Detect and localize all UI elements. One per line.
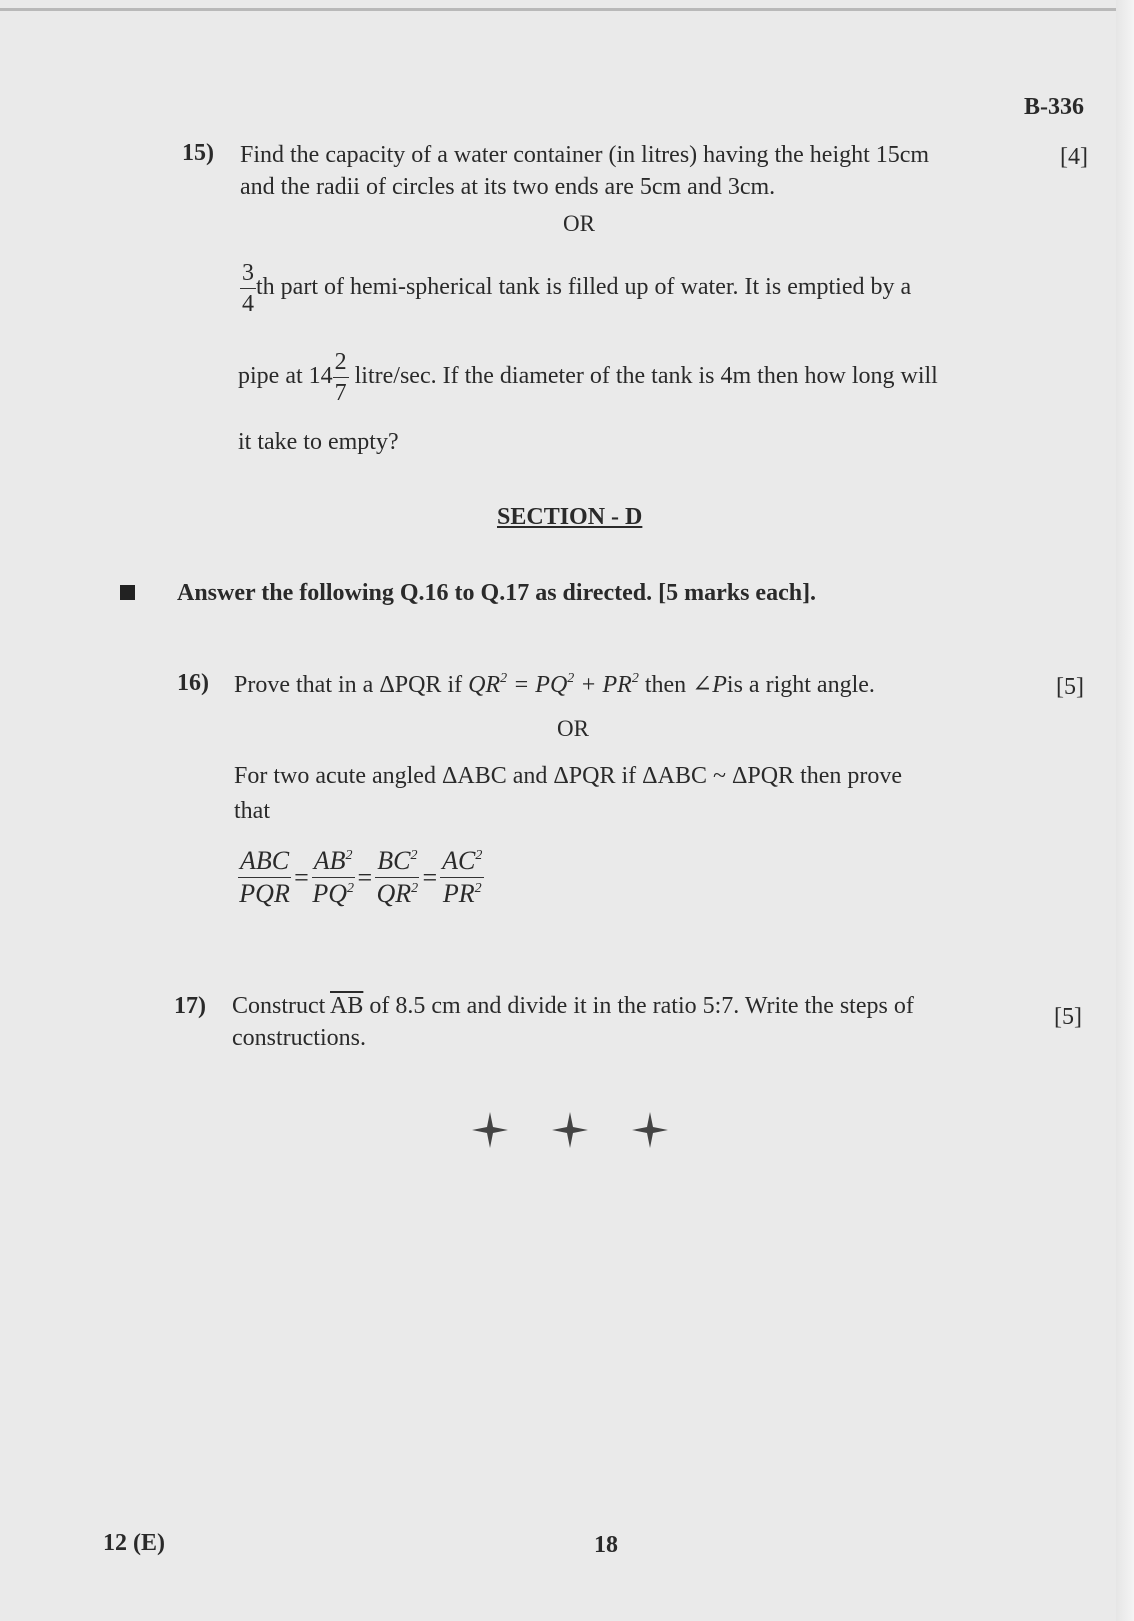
paper-id: 12 (E): [103, 1530, 165, 1556]
page-edge: [1116, 0, 1134, 1621]
mixed-number: 14 $\frac{2}{7}$: [308, 349, 347, 406]
q17-marks: [5]: [1054, 1004, 1082, 1030]
section-instruction: Answer the following Q.16 to Q.17 as directed. [5 marks each].: [177, 580, 817, 606]
paper-code: B-336: [1024, 94, 1084, 120]
top-rule: [0, 8, 1134, 11]
q15-text: [240, 139, 1040, 203]
q15-or: OR: [563, 211, 595, 236]
q16-alt-line1: For two acute angled ΔABC and ΔPQR if ΔABC ~ ΔPQR then prove: [234, 763, 903, 789]
q16-number: 16): [177, 670, 209, 696]
q15-line1: Find the capacity of a water container (in litres) having the height 15cm: [240, 142, 930, 168]
q15-alt-line1: $\frac{3}{4}$ th part of hemi-spherical tank is filled up of water. It is emptied by a: [242, 260, 912, 317]
ratio-equation: $\frac{\text{ABC}}{\text{PQR}}$ = $\frac{AB^2}{PQ^2}$ = $\frac{BC^2}{QR^2}$ = $\frac{AC^2}{PR^2}$: [239, 846, 483, 908]
q17-line2: constructions.: [232, 1025, 366, 1051]
star-icon: [632, 1112, 668, 1148]
q16-alt-line2: that: [234, 798, 270, 824]
q15-number: 15): [182, 140, 214, 166]
q16-marks: [5]: [1056, 674, 1084, 700]
star-icon: [472, 1112, 508, 1148]
end-of-questions-stars: [470, 1110, 670, 1150]
page-number: 18: [594, 1532, 618, 1558]
q15-marks: [4]: [1060, 144, 1088, 170]
q16-text: Prove that in a ΔPQR if $QR^2 = PQ^2 + PR^2$ then ∠Pis a right angle.: [234, 671, 875, 698]
section-title: SECTION - D: [497, 504, 643, 530]
q15-alt-line3: it take to empty?: [238, 429, 399, 455]
star-icon: [552, 1112, 588, 1148]
q15-line2: and the radii of circles at its two ends are 5cm and 3cm.: [240, 174, 776, 200]
bullet-square-icon: [120, 585, 135, 600]
fraction-three-fourths: $\frac{3}{4}$: [242, 260, 254, 317]
segment-ab: $\overline{AB}$: [330, 993, 364, 1019]
q16-or: OR: [557, 716, 589, 741]
q17-number: 17): [174, 993, 206, 1019]
q17-line1: Construct $\overline{AB}$ of 8.5 cm and divide it in the ratio 5:7. Write the steps of: [232, 993, 914, 1019]
q15-alt-line2: pipe at 14 $\frac{2}{7}$ litre/sec. If the diameter of the tank is 4m then how long will: [238, 349, 938, 406]
